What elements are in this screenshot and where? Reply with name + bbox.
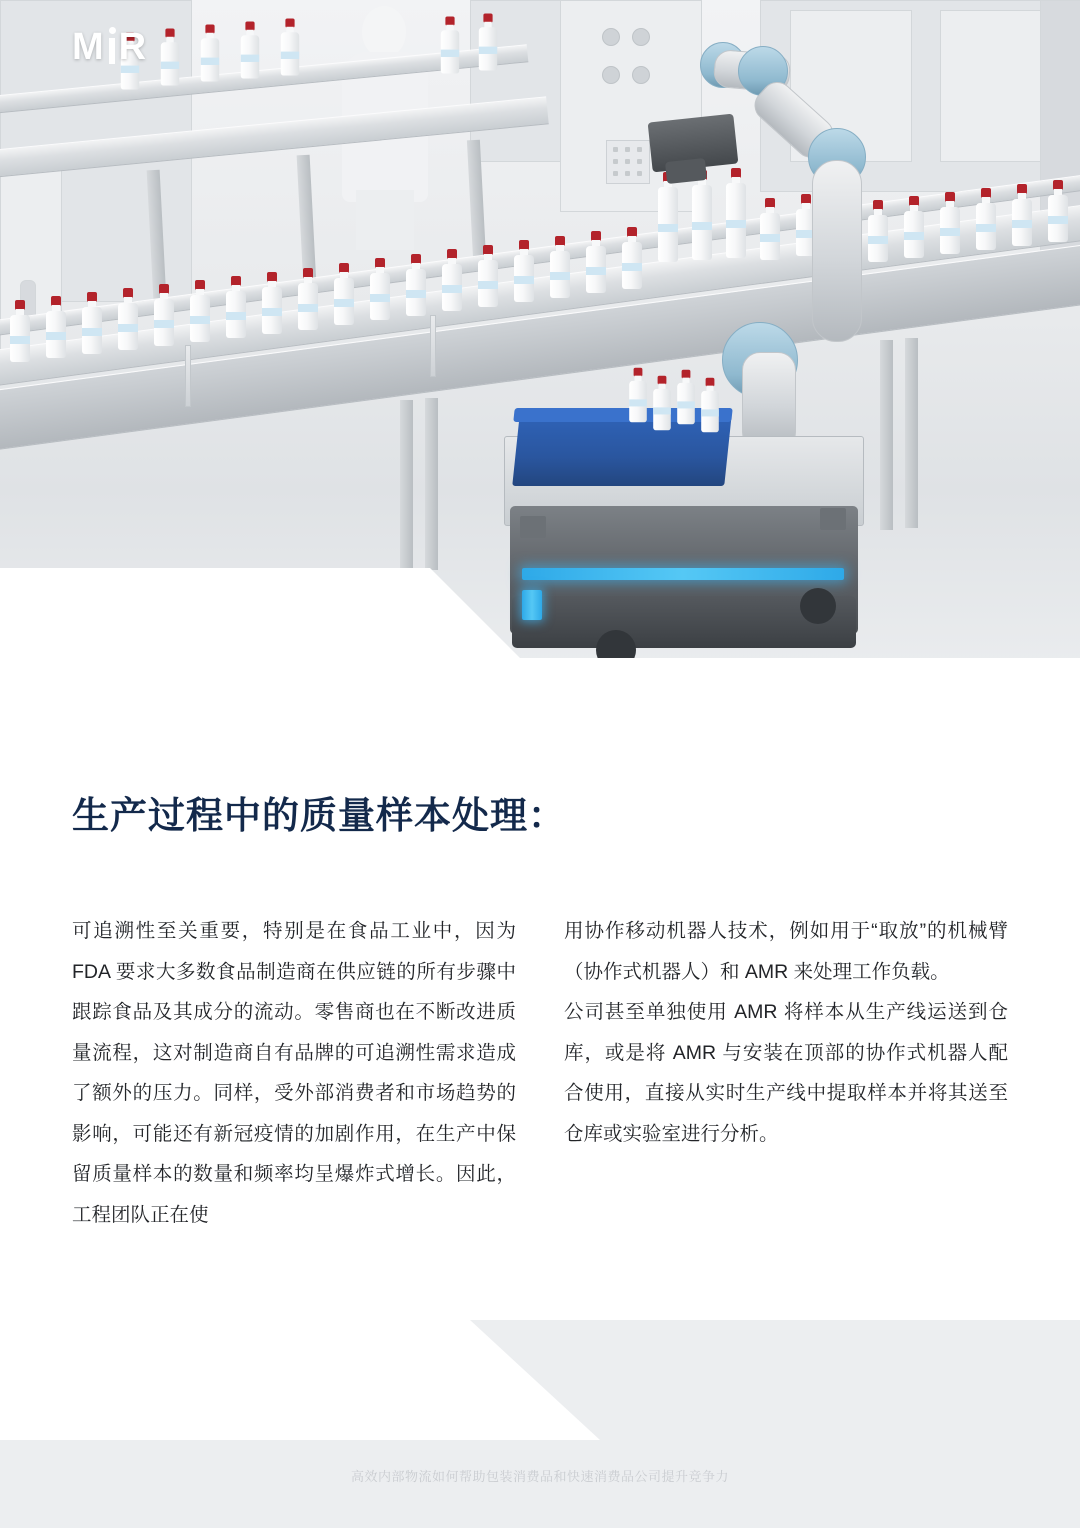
machine-button-2	[632, 28, 650, 46]
conveyor-seam-1	[185, 345, 191, 407]
bottle	[154, 284, 174, 346]
logo-i-mark	[107, 27, 117, 67]
sample-bin	[512, 414, 732, 486]
bottle	[586, 231, 606, 293]
machine-button-1	[602, 28, 620, 46]
bottle	[406, 254, 426, 316]
paragraph: 公司甚至单独使用 AMR 将样本从生产线运送到仓库，或是将 AMR 与安装在顶部的协作式机器人配合使用，直接从实时生产线中提取样本并将其送至仓库或实验室进行分析。	[564, 1001, 1008, 1145]
logo-letter-m: M	[72, 25, 105, 68]
bottle	[241, 21, 259, 78]
sample-bottle	[629, 368, 647, 423]
amr-side-latch-left	[520, 516, 546, 538]
conveyor-leg-main-2	[425, 398, 438, 570]
bottle	[190, 280, 210, 342]
amr-side-latch-right	[820, 508, 846, 530]
article-content	[0, 700, 1080, 1235]
bottle-tall	[692, 170, 712, 260]
amr-corner-indicator	[522, 590, 542, 620]
machine-button-4	[632, 66, 650, 84]
bottle	[622, 227, 642, 289]
bottle	[118, 288, 138, 350]
conveyor-leg-main-3	[880, 340, 893, 530]
robot-arm-upper	[812, 160, 862, 342]
machine-button-3	[602, 66, 620, 84]
article-column-right	[564, 911, 1008, 1235]
hero-image	[0, 0, 1080, 700]
bottle	[262, 272, 282, 334]
bottle	[479, 13, 497, 70]
footer-caption: 高效内部物流如何帮助包装消费品和快速消费品公司提升竞争力	[350, 1469, 729, 1484]
conveyor-leg-main-4	[905, 338, 918, 528]
bottle	[478, 245, 498, 307]
amr-wheel-rear	[800, 588, 836, 624]
conveyor-leg-main-1	[400, 400, 413, 570]
bottle	[82, 292, 102, 354]
conveyor-seam-2	[430, 315, 436, 377]
bottle	[760, 198, 780, 260]
sample-bottle	[677, 370, 695, 425]
sample-bin-lip	[513, 408, 732, 422]
bottle	[904, 196, 924, 258]
sample-bottle	[701, 378, 719, 433]
machine-keypad	[606, 140, 650, 184]
bottle	[370, 258, 390, 320]
bottle	[281, 18, 299, 75]
article-column-left	[72, 911, 516, 1235]
robot-gripper-finger	[665, 158, 707, 184]
bottle	[442, 249, 462, 311]
bottle	[514, 240, 534, 302]
bottle	[868, 200, 888, 262]
bottle	[201, 24, 219, 81]
article-columns	[72, 911, 1008, 1235]
bottle	[940, 192, 960, 254]
bottle	[441, 16, 459, 73]
bottle	[1012, 184, 1032, 246]
bottle	[161, 28, 179, 85]
sample-bottle	[653, 376, 671, 431]
bottle-tall	[658, 172, 678, 262]
mir-logo	[72, 26, 147, 68]
bottle	[10, 300, 30, 362]
bottle	[298, 268, 318, 330]
bottle	[1048, 180, 1068, 242]
logo-letter-r: R	[118, 25, 148, 68]
bottle	[550, 236, 570, 298]
bottle	[976, 188, 996, 250]
bottle	[334, 263, 354, 325]
bottle	[226, 276, 246, 338]
paragraph: 可追溯性至关重要，特别是在食品工业中，因为 FDA 要求大多数食品制造商在供应链的所有步骤中跟踪食品及其成分的流动。零售商也在不断改进质量流程，这对制造商自有品牌的可追溯性需求造成了额外的压力。同样，受外部消费者和市场趋势的影响，可能还有新冠疫情的加剧作用，在生产中保留质量样本的数量和频率均呈爆炸式增长。因此，工程团队正在使	[72, 920, 516, 1226]
page-title: 生产过程中的质量样本处理：	[72, 795, 566, 836]
bottle-tall	[726, 168, 746, 258]
bottle	[46, 296, 66, 358]
paragraph: 用协作移动机器人技术，例如用于“取放”的机械臂（协作式机器人）和 AMR 来处理工作负载。	[564, 920, 1008, 983]
amr-light-strip	[522, 568, 844, 580]
